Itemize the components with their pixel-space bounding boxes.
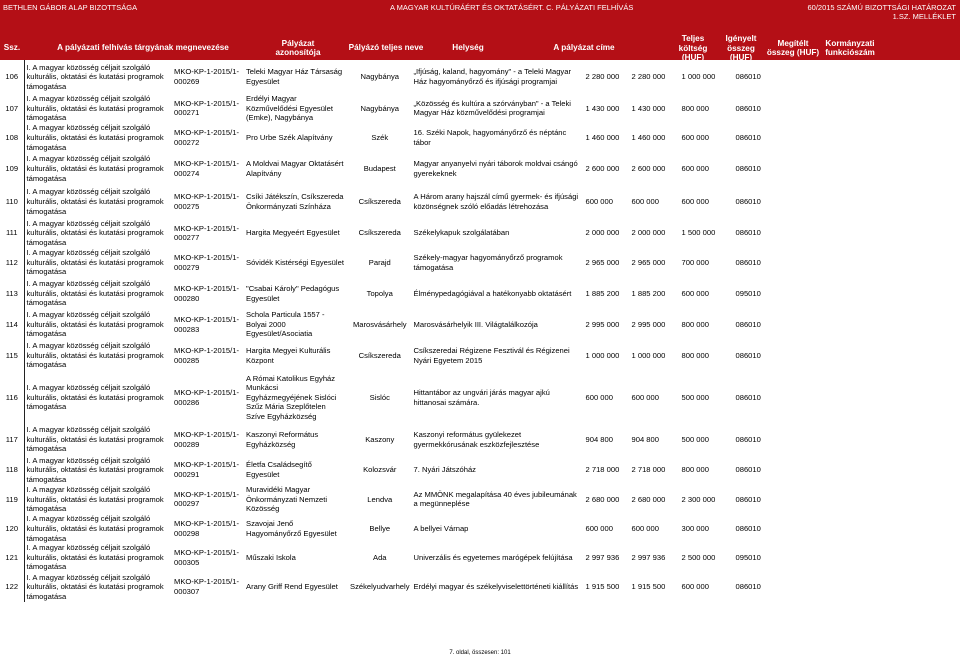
cell-applicant: Muravidéki Magyar Önkormányzati Nemzeti Közösség [246,484,328,514]
cell-call: I. A magyar közösség céljait szolgáló kulturális, oktatási és kutatási programok támogatása [24,248,172,278]
cell-granted: 2 500 000 [681,552,716,562]
cell-applicant: Csíki Játékszín, Csíkszereda Önkormányzati Színháza [246,192,344,211]
cell-title: Hittantábor az ungvári járás magyar ajkú hittanosai számára. [413,387,550,407]
cell-granted: 800 000 [681,103,709,113]
cell-requested: 2 000 000 [631,228,666,238]
cell-num: 106 [5,72,19,82]
cell-granted: 300 000 [681,523,709,533]
cell-num: 122 [5,582,19,592]
cell-id: MKO-KP-1-2015/1-000279 [174,252,239,272]
cell-title: Marosvásárhelyik III. Világtalálkozója [413,319,538,329]
header-requested: Igényelt összeg (HUF) [725,34,757,62]
cell-city: Kolozsvár [363,465,397,475]
cell-num: 107 [5,103,19,113]
cell-granted: 800 000 [681,350,709,360]
committee-name: BETHLEN GÁBOR ALAP BIZOTTSÁGA [3,3,138,12]
cell-func: 086010 [735,523,761,533]
cell-num: 117 [5,434,18,444]
cell-num: 118 [5,465,18,475]
cell-city: Topolya [366,288,393,298]
cell-granted: 600 000 [681,132,709,142]
cell-call: I. A magyar közösség céljait szolgáló kulturális, oktatási és kutatási programok támogatása [24,219,172,248]
cell-id: MKO-KP-1-2015/1-000286 [174,387,239,407]
cell-granted: 600 000 [681,196,709,206]
header-num: Ssz. [3,43,21,53]
cell-requested: 2 718 000 [631,465,666,475]
table-row [0,424,784,456]
cell-num: 116 [5,392,18,402]
cell-applicant: Műszaki Iskola [246,552,296,562]
cell-applicant: Hargita Megyei Kulturális Központ [246,345,331,365]
cell-requested: 2 997 936 [631,552,666,562]
cell-title: Univerzális és egyetemes marógépek felújítása [413,552,573,562]
cell-applicant: Erdélyi Magyar Közművelődési Egyesület (Emke), Nagybánya [246,94,333,123]
cell-city: Székelyudvarhely [350,582,410,592]
cell-id: MKO-KP-1-2015/1-000289 [174,429,239,449]
cell-call: I. A magyar közösség céljait szolgáló kulturális, oktatási és kutatási programok támogatása [24,94,172,123]
cell-num: 114 [5,319,18,329]
cell-requested: 2 965 000 [631,257,666,267]
cell-total: 2 718 000 [585,465,620,475]
cell-call: I. A magyar közösség céljait szolgáló kulturális, oktatási és kutatási programok támogatása [24,484,172,514]
table-row [0,372,784,424]
cell-requested: 600 000 [631,392,659,402]
resolution-number: 60/2015 SZÁMÚ BIZOTTSÁGI HATÁROZAT [807,3,956,12]
cell-num: 121 [5,552,19,562]
cell-id: MKO-KP-1-2015/1-000305 [174,547,239,567]
cell-requested: 600 000 [631,196,659,206]
cell-requested: 2 680 000 [631,494,666,504]
cell-title: A Három arany hajszál című gyermek- és ifjúsági közönségnek szóló előadás létrehozása [413,192,579,211]
cell-func: 086010 [735,228,761,238]
cell-title: 7. Nyári Játszóház [413,465,476,475]
cell-total: 1 915 500 [585,582,620,592]
cell-total: 1 460 000 [585,132,620,142]
annex-label: 1.SZ. MELLÉKLET [892,12,956,21]
cell-requested: 1 915 500 [631,582,666,592]
top-banner [0,0,960,36]
cell-city: Nagybánya [360,103,399,113]
cell-applicant: A Moldvai Magyar Oktatásért Alapítvány [246,159,344,178]
cell-func: 086010 [735,350,761,360]
cell-title: Erdélyi magyar és székelyviselettörténeti kiállítás [413,582,579,592]
cell-title: Székelykapuk szolgálatában [413,228,510,238]
cell-id: MKO-KP-1-2015/1-000275 [174,192,239,211]
cell-id: MKO-KP-1-2015/1-000285 [174,345,239,365]
cell-requested: 1 430 000 [631,103,666,113]
cell-applicant: Teleki Magyar Ház Társaság Egyesület [246,67,343,86]
header-func: Kormányzati funkciószám [825,38,875,57]
cell-granted: 700 000 [681,257,709,267]
cell-applicant: Arany Griff Rend Egyesület [246,582,338,592]
header-total: Teljes költség (HUF) [678,34,708,62]
table-row [0,340,784,372]
table-row [0,94,784,123]
cell-total: 2 680 000 [585,494,620,504]
cell-func: 086010 [735,319,761,329]
cell-applicant: Sóvidék Kistérségi Egyesület [246,257,344,267]
cell-total: 2 997 936 [585,552,620,562]
cell-title: Magyar anyanyelvi nyári táborok moldvai csángó gyerekeknek [413,159,578,178]
cell-func: 086010 [735,494,761,504]
table-row [0,278,784,310]
cell-id: MKO-KP-1-2015/1-000272 [174,128,239,147]
cell-city: Budapest [363,163,396,173]
table-row [0,60,784,94]
cell-num: 110 [5,196,18,206]
cell-city: Ada [373,552,387,562]
cell-id: MKO-KP-1-2015/1-000291 [174,460,239,479]
table-row [0,484,784,514]
call-name: A MAGYAR KULTÚRÁÉRT ÉS OKTATÁSÉRT. C. PÁLYÁZATI FELHÍVÁS [390,3,634,12]
cell-func: 086010 [735,465,761,475]
table-row [0,153,784,185]
cell-call: I. A magyar közösség céljait szolgáló kulturális, oktatási és kutatási programok támogatása [24,372,172,424]
table-row [0,310,784,340]
cell-func: 086010 [735,434,761,444]
cell-title: Az MMÖNK megalapítása 40 éves jubileumának a megünneplése [413,489,577,509]
table-header [0,36,960,60]
cell-applicant: A Római Katolikus Egyház Munkácsi Egyházmegyéjének Sislóci Szűz Mária Szeplőtelen Szíve Egyházközség [246,373,337,421]
cell-city: Sislóc [369,392,390,402]
cell-total: 1 000 000 [585,350,620,360]
cell-total: 600 000 [585,523,613,533]
cell-requested: 2 280 000 [631,72,666,82]
cell-title: Élménypedagógiával a hatékonyabb oktatásért [413,288,572,298]
cell-id: MKO-KP-1-2015/1-000280 [174,283,239,303]
cell-func: 086010 [735,392,761,402]
cell-applicant: Életfa Családsegítő Egyesület [246,460,312,479]
cell-granted: 1 500 000 [681,228,716,238]
cell-num: 120 [5,523,19,533]
cell-applicant: Hargita Megyeért Egyesület [246,228,340,238]
cell-city: Szék [371,132,389,142]
cell-id: MKO-KP-1-2015/1-000277 [174,223,239,243]
cell-call: I. A magyar közösség céljait szolgáló kulturális, oktatási és kutatási programok támogatása [24,123,172,153]
cell-requested: 2 600 000 [631,163,666,173]
cell-applicant: Pro Urbe Szék Alapítvány [246,132,333,142]
cell-applicant: Schola Particula 1557 - Bolyai 2000 Egyesület/Asociatia [246,310,325,339]
cell-total: 904 800 [585,434,613,444]
cell-total: 2 995 000 [585,319,620,329]
cell-city: Kaszony [365,434,395,444]
cell-call: I. A magyar közösség céljait szolgáló kulturális, oktatási és kutatási programok támogatása [24,185,172,219]
cell-city: Lendva [367,494,393,504]
cell-id: MKO-KP-1-2015/1-000269 [174,67,239,86]
cell-total: 2 000 000 [585,228,620,238]
cell-title: „Ifjúság, kaland, hagyomány" - a Teleki Magyar Ház hagyományőrző és ifjúsági programjai [413,67,571,86]
cell-title: Csíkszeredai Régizene Fesztivál és Régizenei Nyári Egyetem 2015 [413,345,570,365]
table-row [0,456,784,485]
cell-granted: 2 300 000 [681,494,716,504]
header-call: A pályázati felhívás tárgyának megnevezése [57,43,229,53]
cell-title: „Közösség és kultúra a szórványban" - a Teleki Magyar Ház közművelődési programjai [413,98,571,118]
cell-total: 2 280 000 [585,72,620,82]
cell-requested: 1 000 000 [631,350,666,360]
table-row [0,572,784,602]
cell-call: I. A magyar közösség céljait szolgáló kulturális, oktatási és kutatási programok támogatása [24,424,172,456]
cell-applicant: Szavojai Jenő Hagyományőrző Egyesület [246,519,337,538]
cell-func: 095010 [735,552,761,562]
cell-id: MKO-KP-1-2015/1-000298 [174,519,239,538]
cell-num: 108 [5,132,19,142]
cell-granted: 600 000 [681,582,709,592]
cell-total: 600 000 [585,392,613,402]
cell-requested: 600 000 [631,523,659,533]
cell-city: Csíkszereda [358,196,401,206]
table-row [0,514,784,543]
cell-applicant: "Csabai Károly" Pedagógus Egyesület [246,283,340,303]
cell-granted: 800 000 [681,465,709,475]
cell-requested: 1 460 000 [631,132,666,142]
cell-func: 086010 [735,257,761,267]
table-row [0,248,784,278]
cell-city: Csíkszereda [358,228,401,238]
cell-num: 119 [5,494,18,504]
cell-func: 086010 [735,163,761,173]
page-footer: 7. oldal, összesen: 101 [449,650,511,656]
header-id: Pályázat azonosítója [275,38,321,57]
cell-call: I. A magyar közösség céljait szolgáló kulturális, oktatási és kutatási programok támogatása [24,572,172,602]
cell-granted: 600 000 [681,163,709,173]
cell-city: Marosvásárhely [352,319,407,329]
header-applicant: Pályázó teljes neve [348,43,424,53]
cell-id: MKO-KP-1-2015/1-000283 [174,314,239,334]
cell-call: I. A magyar közösség céljait szolgáló kulturális, oktatási és kutatási programok támogatása [24,340,172,372]
cell-title: 16. Széki Napok, hagyományőrző és néptánc tábor [413,128,567,147]
table-row [0,185,784,219]
cell-granted: 600 000 [681,288,709,298]
cell-id: MKO-KP-1-2015/1-000274 [174,159,239,178]
header-title: A pályázat címe [553,43,615,53]
grants-table [0,60,784,602]
cell-func: 095010 [735,288,761,298]
table-row [0,543,784,572]
cell-func: 086010 [735,72,761,82]
cell-call: I. A magyar közösség céljait szolgáló kulturális, oktatási és kutatási programok támogatása [24,514,172,543]
cell-call: I. A magyar közösség céljait szolgáló kulturális, oktatási és kutatási programok támogatása [24,60,172,94]
cell-city: Parajd [368,257,391,267]
cell-num: 112 [5,257,18,267]
cell-granted: 500 000 [681,434,709,444]
cell-requested: 904 800 [631,434,659,444]
cell-call: I. A magyar közösség céljait szolgáló kulturális, oktatási és kutatási programok támogatása [24,543,172,572]
cell-requested: 2 995 000 [631,319,666,329]
cell-granted: 500 000 [681,392,709,402]
cell-granted: 800 000 [681,319,709,329]
cell-total: 2 965 000 [585,257,620,267]
cell-func: 086010 [735,582,761,592]
cell-call: I. A magyar közösség céljait szolgáló kulturális, oktatási és kutatási programok támogatása [24,153,172,185]
cell-requested: 1 885 200 [631,288,666,298]
cell-num: 113 [5,288,18,298]
cell-num: 109 [5,163,19,173]
cell-func: 086010 [735,132,761,142]
cell-granted: 1 000 000 [681,72,716,82]
cell-call: I. A magyar közösség céljait szolgáló kulturális, oktatási és kutatási programok támogatása [24,456,172,485]
table-row [0,219,784,248]
cell-id: MKO-KP-1-2015/1-000297 [174,489,239,509]
cell-id: MKO-KP-1-2015/1-000271 [174,98,239,118]
cell-num: 115 [5,350,18,360]
cell-total: 1 885 200 [585,288,620,298]
cell-title: Kaszonyi református gyülekezet gyermekkórusának eszközfejlesztése [413,429,540,449]
cell-id: MKO-KP-1-2015/1-000307 [174,577,239,596]
cell-total: 600 000 [585,196,613,206]
header-granted: Megítélt összeg (HUF) [766,38,820,57]
cell-total: 2 600 000 [585,163,620,173]
table-row [0,123,784,153]
header-city: Helység [452,43,484,53]
cell-city: Bellye [369,523,391,533]
cell-applicant: Kaszonyi Református Egyházközség [246,429,319,449]
cell-total: 1 430 000 [585,103,620,113]
cell-func: 086010 [735,103,761,113]
cell-func: 086010 [735,196,761,206]
cell-call: I. A magyar közösség céljait szolgáló kulturális, oktatási és kutatási programok támogatása [24,310,172,340]
cell-city: Nagybánya [360,72,399,82]
cell-title: Székely-magyar hagyományőrző programok támogatása [413,252,563,272]
cell-title: A bellyei Várnap [413,523,469,533]
cell-call: I. A magyar közösség céljait szolgáló kulturális, oktatási és kutatási programok támogatása [24,278,172,310]
cell-city: Csíkszereda [358,350,401,360]
cell-num: 111 [5,228,18,238]
